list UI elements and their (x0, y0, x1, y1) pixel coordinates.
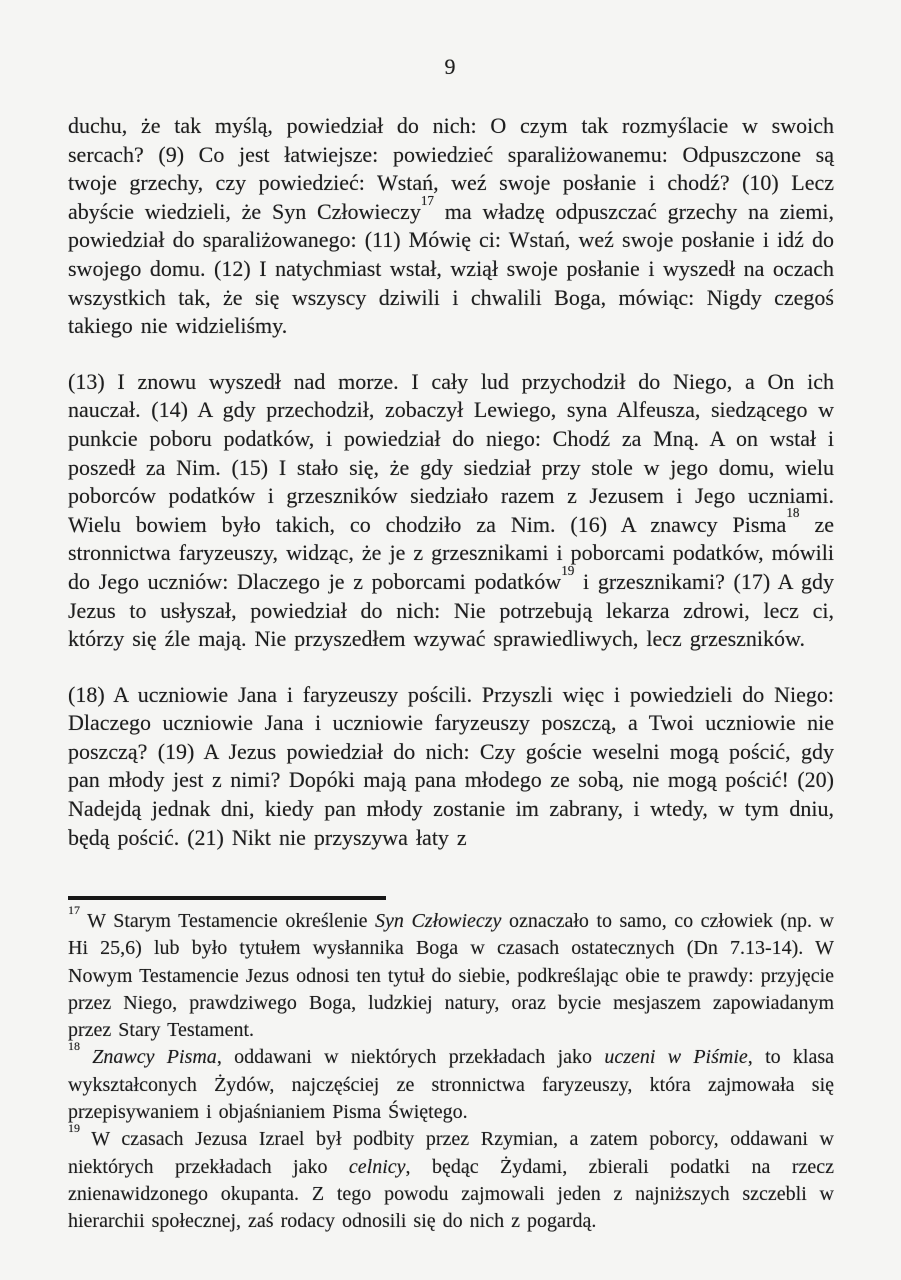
footnote-18 (68, 1039, 835, 1126)
footnote-marker-18: 18 (68, 1039, 80, 1054)
italic-run: Syn Człowieczy (375, 910, 502, 932)
text-run: , to klasa wykształconych Żydów, najczęściej ze stronnictwa faryzeuszy, która zajmowała się przepisywaniem i objaśnianiem Pisma Świętego. (68, 1046, 835, 1124)
page-number: 9 (444, 54, 457, 79)
text-run: i grzesznikami? (17) A gdy Jezus to usłyszał, powiedział do nich: Nie potrzebują lekarza zdrowi, lecz ci, którzy się źle mają. Nie przyszedłem wzywać sprawiedliwych, lecz grzeszników. (68, 568, 835, 652)
text-run: (18) A uczniowie Jana i faryzeuszy pościli. Przyszli więc i powiedzieli do Niego: Dlaczego uczniowie Jana i uczniowie faryzeuszy poszczą, a Twoi uczniowie nie poszczą? (19) A Jezus powiedział do nich: Czy goście weselni mogą pościć, gdy pan młody jest z nimi? Dopóki mają pana młodego ze sobą, nie mogą pościć! (20) Nadejdą jednak dni, kiedy pan młody zostanie im zabrany, i wtedy, w tym dniu, będą pościć. (21) Nikt nie przyszywa łaty z (68, 681, 834, 850)
footnotes-section (68, 902, 835, 1236)
text-run: W czasach Jezusa Izrael był podbity przez Rzymian, a zatem poborcy, oddawani w niektórych przekładach jako (68, 1128, 834, 1178)
footnote-marker-17: 17 (68, 902, 80, 917)
text-run: W Starym Testamencie określenie (80, 910, 376, 932)
footnote-ref-18: 18 (786, 505, 800, 521)
paragraph-3 (68, 681, 834, 853)
text-run (80, 1046, 92, 1068)
paragraph-1 (68, 112, 834, 341)
footnote-ref-17: 17 (420, 192, 435, 208)
italic-run: Znawcy Pisma (92, 1046, 217, 1069)
footnote-marker-19: 19 (68, 1121, 80, 1136)
italic-run: uczeni w Piśmie (604, 1046, 748, 1069)
paragraph-2 (68, 368, 834, 654)
italic-run: celnicy (348, 1155, 406, 1178)
text-run: duchu, że tak myślą, powiedział do nich: O czym tak rozmyślacie w swoich sercach? (9) Co jest łatwiejsze: powiedzieć sparaliżowanemu: Odpuszczone są twoje grzechy, czy powiedzieć: Wstań, weź swoje posłanie i chodź? (10) Lecz abyście wiedzieli, że Syn Człowieczy (68, 113, 834, 224)
footnote-19 (68, 1121, 834, 1235)
footnote-ref-19: 19 (561, 562, 575, 578)
text-run: ze stronnictwa faryzeuszy, widząc, że je z grzesznikami i poborcami podatków, mówili do Jego uczniów: Dlaczego je z poborcami podatków (68, 511, 834, 594)
text-run: , oddawani w niektórych przekładach jako (216, 1046, 605, 1069)
text-run: (13) I znowu wyszedł nad morze. I cały lud przychodził do Niego, a On ich nauczał. (14) A gdy przechodził, zobaczył Lewiego, syna Alfeusza, siedzącego w punkcie poboru podatków, i powiedział do niego: Chodź za Mną. A on wstał i poszedł za Nim. (15) I stało się, że gdy siedział przy stole w jego domu, wielu poborców podatków i grzeszników siedziało razem z Jezusem i Jego uczniami. Wielu bowiem było takich, co chodziło za Nim. (16) A znawcy Pisma (68, 368, 834, 537)
footnote-17 (68, 902, 835, 1044)
body-text (68, 112, 834, 852)
footnote-separator (68, 896, 386, 900)
text-run: ma władzę odpuszczać grzechy na ziemi, powiedział do sparaliżowanego: (11) Mówię ci: Wstań, weź swoje posłanie i idź do swojego domu. (12) I natychmiast wstał, wziął swoje posłanie i wyszedł na oczach wszystkich tak, że się wszyscy dziwili i chwalili Boga, mówiąc: Nigdy czegoś takiego nie widzieliśmy. (68, 198, 834, 339)
text-run: oznaczało to samo, co człowiek (np. w Hi 25,6) lub było tytułem wysłannika Boga w czasach ostatecznych (Dn 7.13-14). W Nowym Testamencie Jezus odnosi ten tytuł do siebie, podkreślając obie te prawdy: przyjęcie przez Niego, prawdziwego Boga, ludzkiej natury, oraz bycie mesjaszem zapowiadanym przez Stary Testament. (68, 910, 835, 1042)
text-run: , będąc Żydami, zbierali podatki na rzecz znienawidzonego okupanta. Z tego powodu zajmowali jeden z najniższych szczebli w hierarchii społecznej, zaś rodacy odnosili się do nich z pogardą. (68, 1155, 834, 1233)
